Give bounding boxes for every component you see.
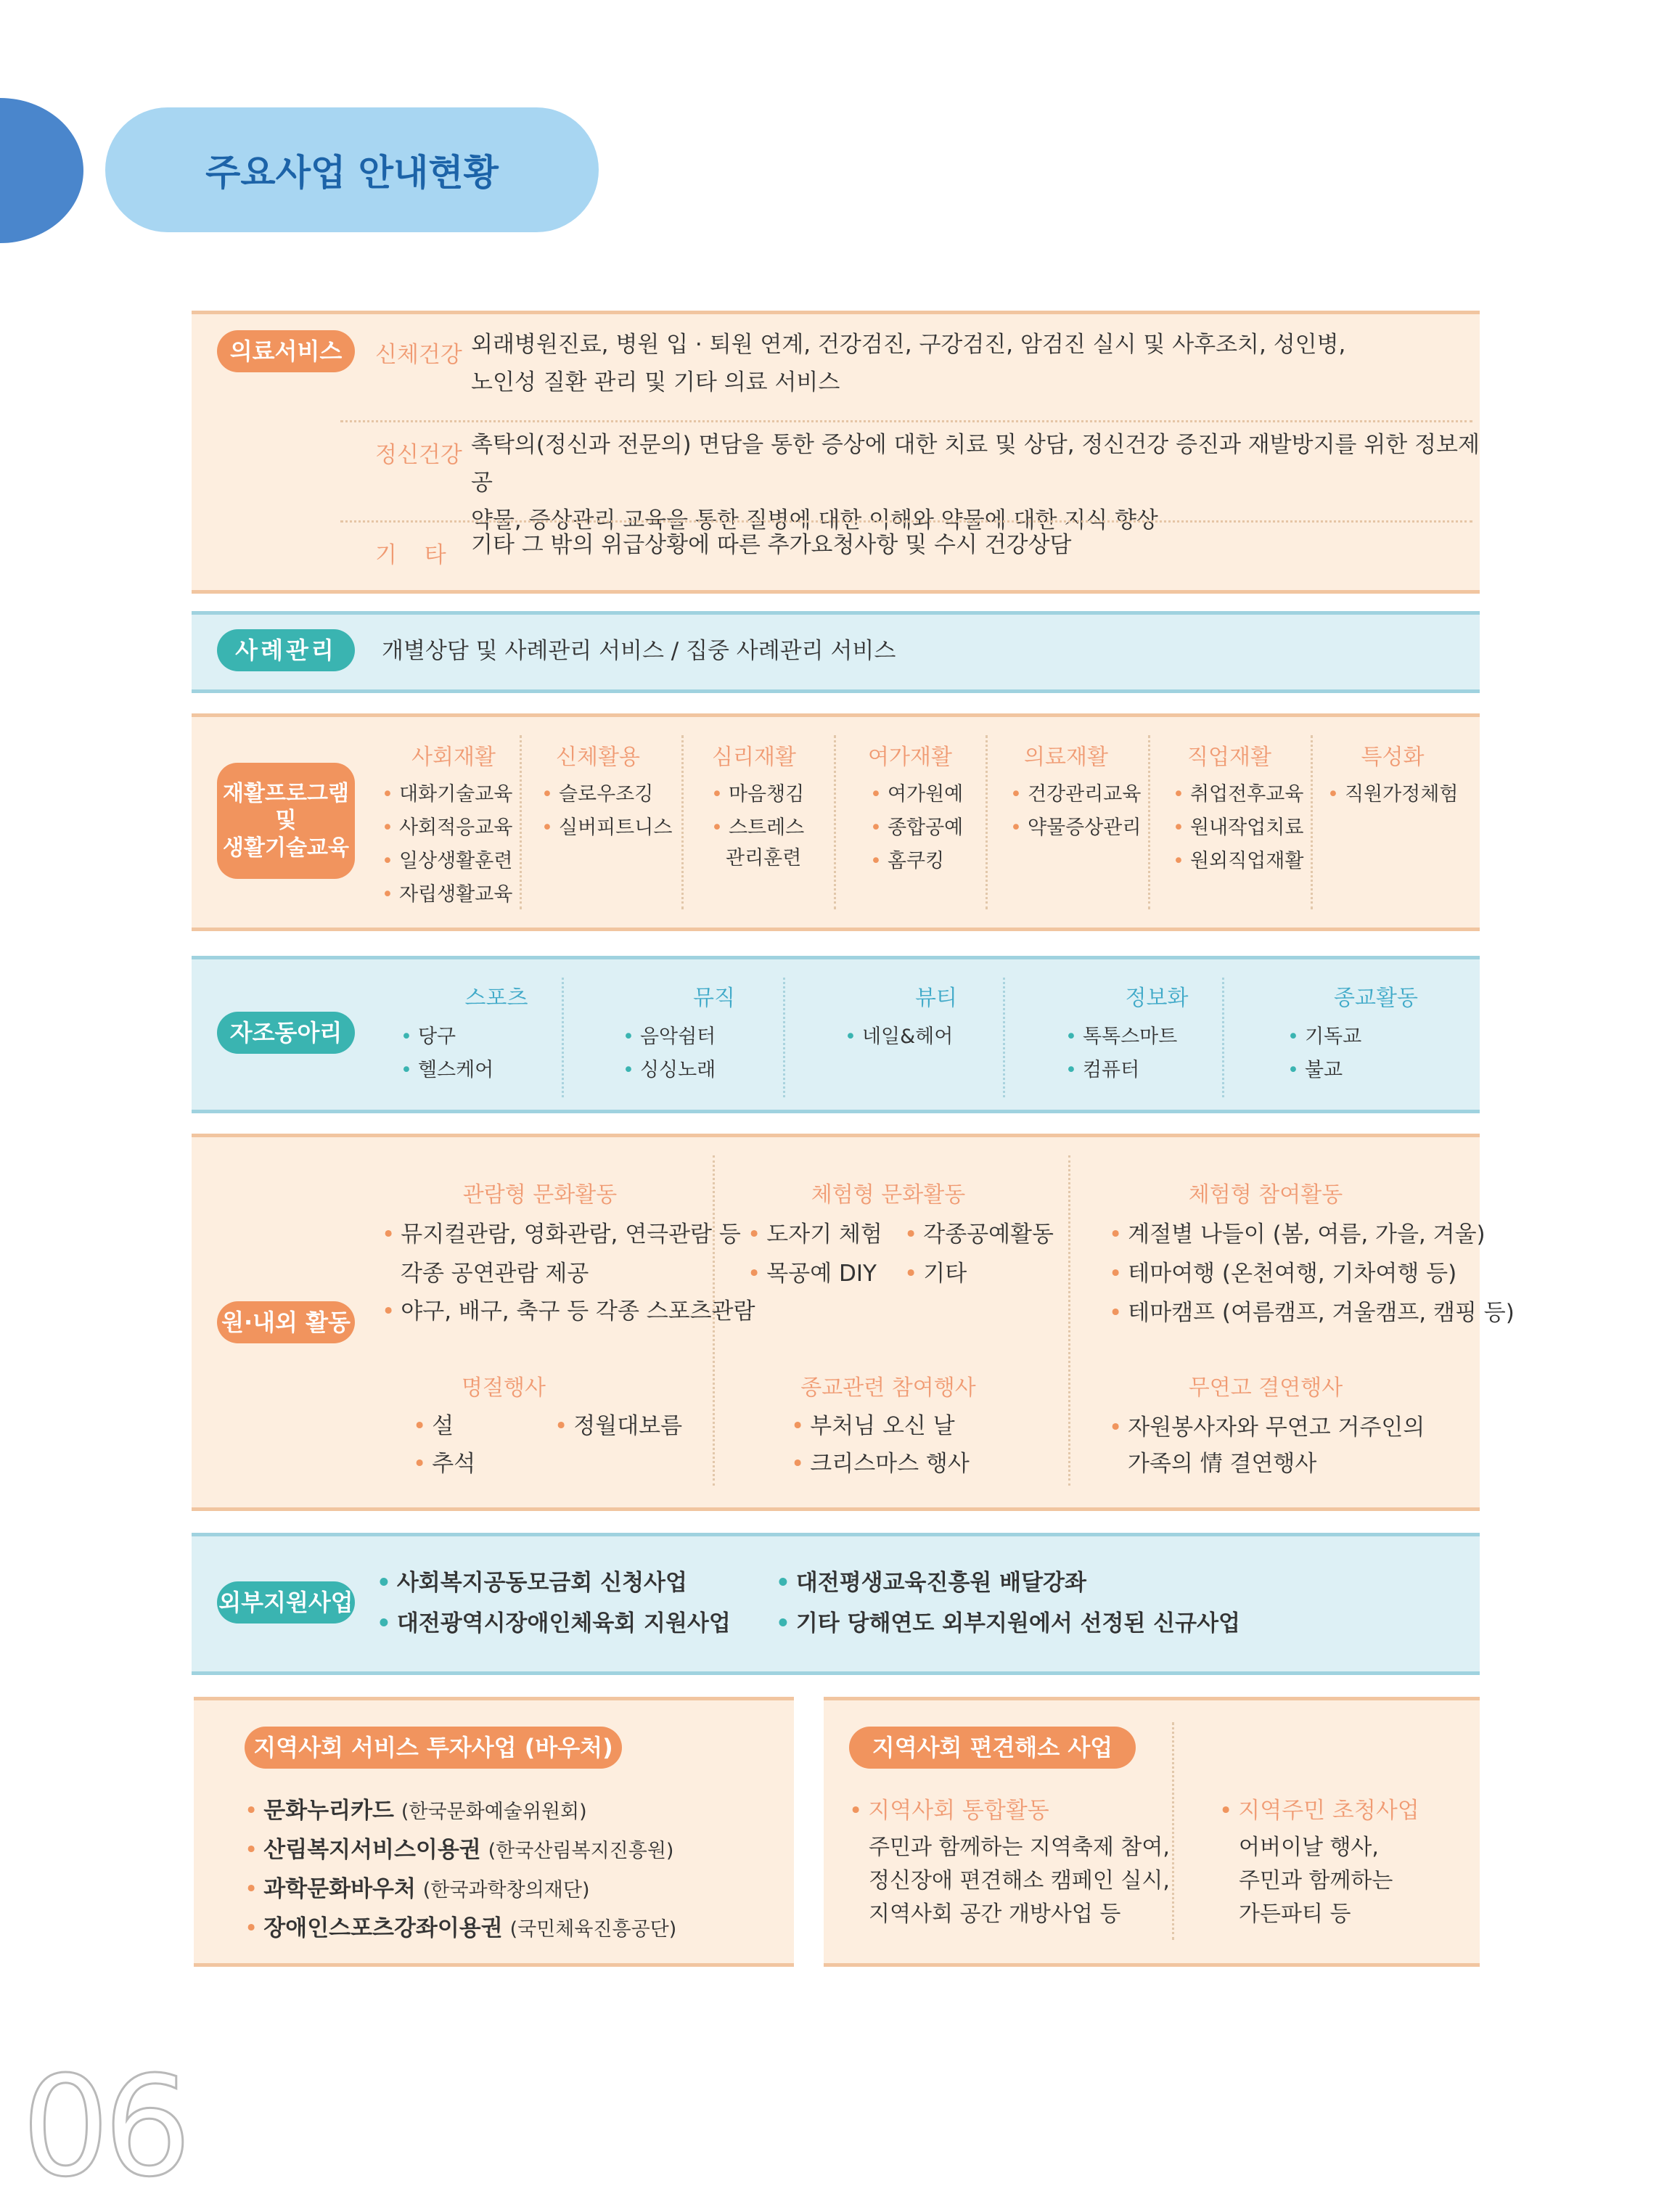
invitation-text: 어버이날 행사, 주민과 함께하는 가든파티 등 xyxy=(1239,1835,1393,1927)
divider xyxy=(681,735,684,909)
case-management-section xyxy=(192,611,1480,693)
medical-physical-text: 외래병원진료, 병원 입 · 퇴원 연계, 건강검진, 구강검진, 암검진 실시 및 사후조치, 성인병, 노인성 질환 관리 및 기타 의료 서비스 xyxy=(471,332,1346,396)
list-item: • 산림복지서비스이용권 (한국산림복지진흥원) xyxy=(245,1831,673,1864)
clubs-label: 자조동아리 xyxy=(217,1012,355,1054)
rehab-label: 재활프로그램 및 생활기술교육 xyxy=(217,763,355,879)
divider xyxy=(986,735,988,909)
medical-category-physical: 신체건강 xyxy=(375,342,462,368)
list-item: • 홈쿠킹 xyxy=(870,845,944,873)
list-item: • 각종공예활동 xyxy=(904,1216,1054,1248)
case-management-label: 사례관리 xyxy=(217,629,355,671)
list-item: 각종 공연관람 제공 xyxy=(401,1261,589,1287)
list-item: • 컴퓨터 xyxy=(1065,1054,1139,1082)
holidays-title: 명절행사 xyxy=(462,1375,546,1401)
divider xyxy=(1148,735,1150,909)
list-item: • 건강관리교육 xyxy=(1010,778,1141,806)
rehab-col-title: 직업재활 xyxy=(1187,745,1271,770)
list-item: • 목공예 DIY xyxy=(747,1255,877,1287)
divider xyxy=(1172,1722,1174,1940)
list-item: • 약물증상관리 xyxy=(1010,811,1141,840)
divider xyxy=(713,1155,715,1486)
rehab-section xyxy=(192,713,1480,931)
list-item: • 과학문화바우처 (한국과학창의재단) xyxy=(245,1870,590,1903)
community-label: 지역사회 편견해소 사업 xyxy=(849,1727,1136,1769)
activities-label: 원·내외 활동 xyxy=(217,1301,355,1343)
list-item: • 헬스케어 xyxy=(401,1054,493,1082)
list-item: 관리훈련 xyxy=(726,847,802,869)
list-item: • 종합공예 xyxy=(870,811,963,840)
rehab-col-title: 심리재활 xyxy=(712,745,796,770)
divider xyxy=(834,735,836,909)
list-item: • 도자기 체험 xyxy=(747,1216,882,1248)
external-section xyxy=(192,1533,1480,1675)
divider xyxy=(1068,1155,1070,1486)
list-item: • 마음챙김 xyxy=(711,778,804,806)
rehab-col-title: 의료재활 xyxy=(1024,745,1108,770)
list-item: • 사회적응교육 xyxy=(382,811,512,840)
external-label: 외부지원사업 xyxy=(217,1581,355,1623)
integration-title: • 지역사회 통합활동 xyxy=(849,1792,1049,1825)
community-section xyxy=(824,1697,1480,1967)
list-item: • 취업전후교육 xyxy=(1173,778,1303,806)
religion-title: 종교관련 참여행사 xyxy=(800,1375,976,1401)
list-item: • 기타 당해연도 외부지원에서 선정된 신규사업 xyxy=(776,1605,1240,1637)
divider xyxy=(562,978,564,1097)
list-item: • 장애인스포츠강좌이용권 (국민체육진흥공단) xyxy=(245,1909,676,1942)
medical-label: 의료서비스 xyxy=(217,330,355,372)
medical-category-other: 기 타 xyxy=(375,542,456,568)
list-item: • 자원봉사자와 무연고 거주인의 xyxy=(1109,1409,1425,1441)
header-tab-circle xyxy=(0,98,83,243)
list-item: • 대전광역시장애인체육회 지원사업 xyxy=(377,1605,731,1637)
sisterhood-title: 무연고 결연행사 xyxy=(1188,1375,1343,1401)
list-item: • 사회복지공동모금회 신청사업 xyxy=(377,1564,687,1597)
divider xyxy=(783,978,785,1097)
list-item: • 기타 xyxy=(904,1255,967,1287)
participation-title: 체험형 참여활동 xyxy=(1188,1182,1343,1208)
list-item: • 일상생활훈련 xyxy=(382,845,512,873)
voucher-label: 지역사회 서비스 투자사업 (바우처) xyxy=(245,1727,622,1769)
experience-title: 체험형 문화활동 xyxy=(811,1182,966,1208)
rehab-col-title: 사회재활 xyxy=(411,745,496,770)
list-item: • 싱싱노래 xyxy=(623,1054,716,1082)
list-item: • 여가원예 xyxy=(870,778,963,806)
medical-category-mental: 정신건강 xyxy=(375,442,462,468)
rehab-col-title: 여가재활 xyxy=(868,745,952,770)
list-item: • 원내작업치료 xyxy=(1173,811,1303,840)
list-item: • 야구, 배구, 축구 등 각종 스포츠관람 xyxy=(382,1293,755,1325)
list-item: • 정월대보름 xyxy=(554,1407,682,1440)
divider xyxy=(1311,735,1313,909)
list-item: • 스트레스 xyxy=(711,811,804,840)
invitation-title: • 지역주민 초청사업 xyxy=(1219,1792,1419,1825)
list-item: • 크리스마스 행사 xyxy=(791,1445,970,1478)
clubs-section xyxy=(192,956,1480,1113)
activities-section xyxy=(192,1134,1515,1511)
club-col-title: 종교활동 xyxy=(1334,986,1418,1011)
divider xyxy=(340,520,1472,523)
list-item: • 음악쉼터 xyxy=(623,1020,716,1049)
divider xyxy=(1222,978,1224,1097)
list-item: • 직원가정체험 xyxy=(1327,778,1458,806)
list-item: • 톡톡스마트 xyxy=(1065,1020,1177,1049)
list-item: • 뮤지컬관람, 영화관람, 연극관람 등 xyxy=(382,1216,741,1248)
list-item: • 대전평생교육진흥원 배달강좌 xyxy=(776,1564,1086,1597)
integration-text: 주민과 함께하는 지역축제 참여, 정신장애 편견해소 캠페인 실시, 지역사회 공간 개방사업 등 xyxy=(869,1835,1170,1927)
divider xyxy=(1003,978,1005,1097)
list-item: • 추석 xyxy=(413,1445,475,1478)
list-item: • 대화기술교육 xyxy=(382,778,512,806)
list-item: • 실버피트니스 xyxy=(541,811,672,840)
list-item: • 부처님 오신 날 xyxy=(791,1407,955,1440)
club-col-title: 스포츠 xyxy=(464,986,528,1011)
case-management-text: 개별상담 및 사례관리 서비스 / 집중 사례관리 서비스 xyxy=(382,638,896,664)
divider xyxy=(520,735,522,909)
list-item: • 당구 xyxy=(401,1020,456,1049)
medical-mental-text: 촉탁의(정신과 전문의) 면담을 통한 증상에 대한 치료 및 상담, 정신건강 증진과 재발방지를 위한 정보제공 약물, 증상관리 교육을 통한 질병에 대한 이해와 약물에 대한 지식 향상 xyxy=(471,432,1480,533)
rehab-col-title: 신체활용 xyxy=(556,745,640,770)
rehab-col-title: 특성화 xyxy=(1361,745,1425,770)
list-item: • 문화누리카드 (한국문화예술위원회) xyxy=(245,1792,587,1825)
list-item: • 기독교 xyxy=(1287,1020,1361,1049)
club-col-title: 뮤직 xyxy=(693,986,735,1011)
medical-section xyxy=(192,311,1480,594)
list-item: • 자립생활교육 xyxy=(382,878,512,906)
page-title: 주요사업 안내현황 xyxy=(205,151,499,194)
list-item: • 설 xyxy=(413,1407,454,1440)
list-item: 가족의 情 결연행사 xyxy=(1128,1451,1317,1477)
page-title-pill xyxy=(105,107,599,232)
club-col-title: 정보화 xyxy=(1125,986,1189,1011)
list-item: • 슬로우조깅 xyxy=(541,778,653,806)
list-item: • 테마여행 (온천여행, 기차여행 등) xyxy=(1109,1255,1456,1287)
list-item: • 불교 xyxy=(1287,1054,1343,1082)
page-number: 06 xyxy=(22,2047,186,2207)
club-col-title: 뷰티 xyxy=(915,986,957,1011)
medical-other-text: 기타 그 밖의 위급상황에 따른 추가요청사항 및 수시 건강상담 xyxy=(471,532,1072,558)
divider xyxy=(340,420,1472,422)
voucher-section xyxy=(194,1697,794,1967)
list-item: • 원외직업재활 xyxy=(1173,845,1303,873)
list-item: • 계절별 나들이 (봄, 여름, 가을, 겨울) xyxy=(1109,1216,1486,1248)
list-item: • 테마캠프 (여름캠프, 겨울캠프, 캠핑 등) xyxy=(1109,1294,1515,1327)
list-item: • 네일&헤어 xyxy=(845,1020,953,1049)
viewing-title: 관람형 문화활동 xyxy=(462,1182,618,1208)
